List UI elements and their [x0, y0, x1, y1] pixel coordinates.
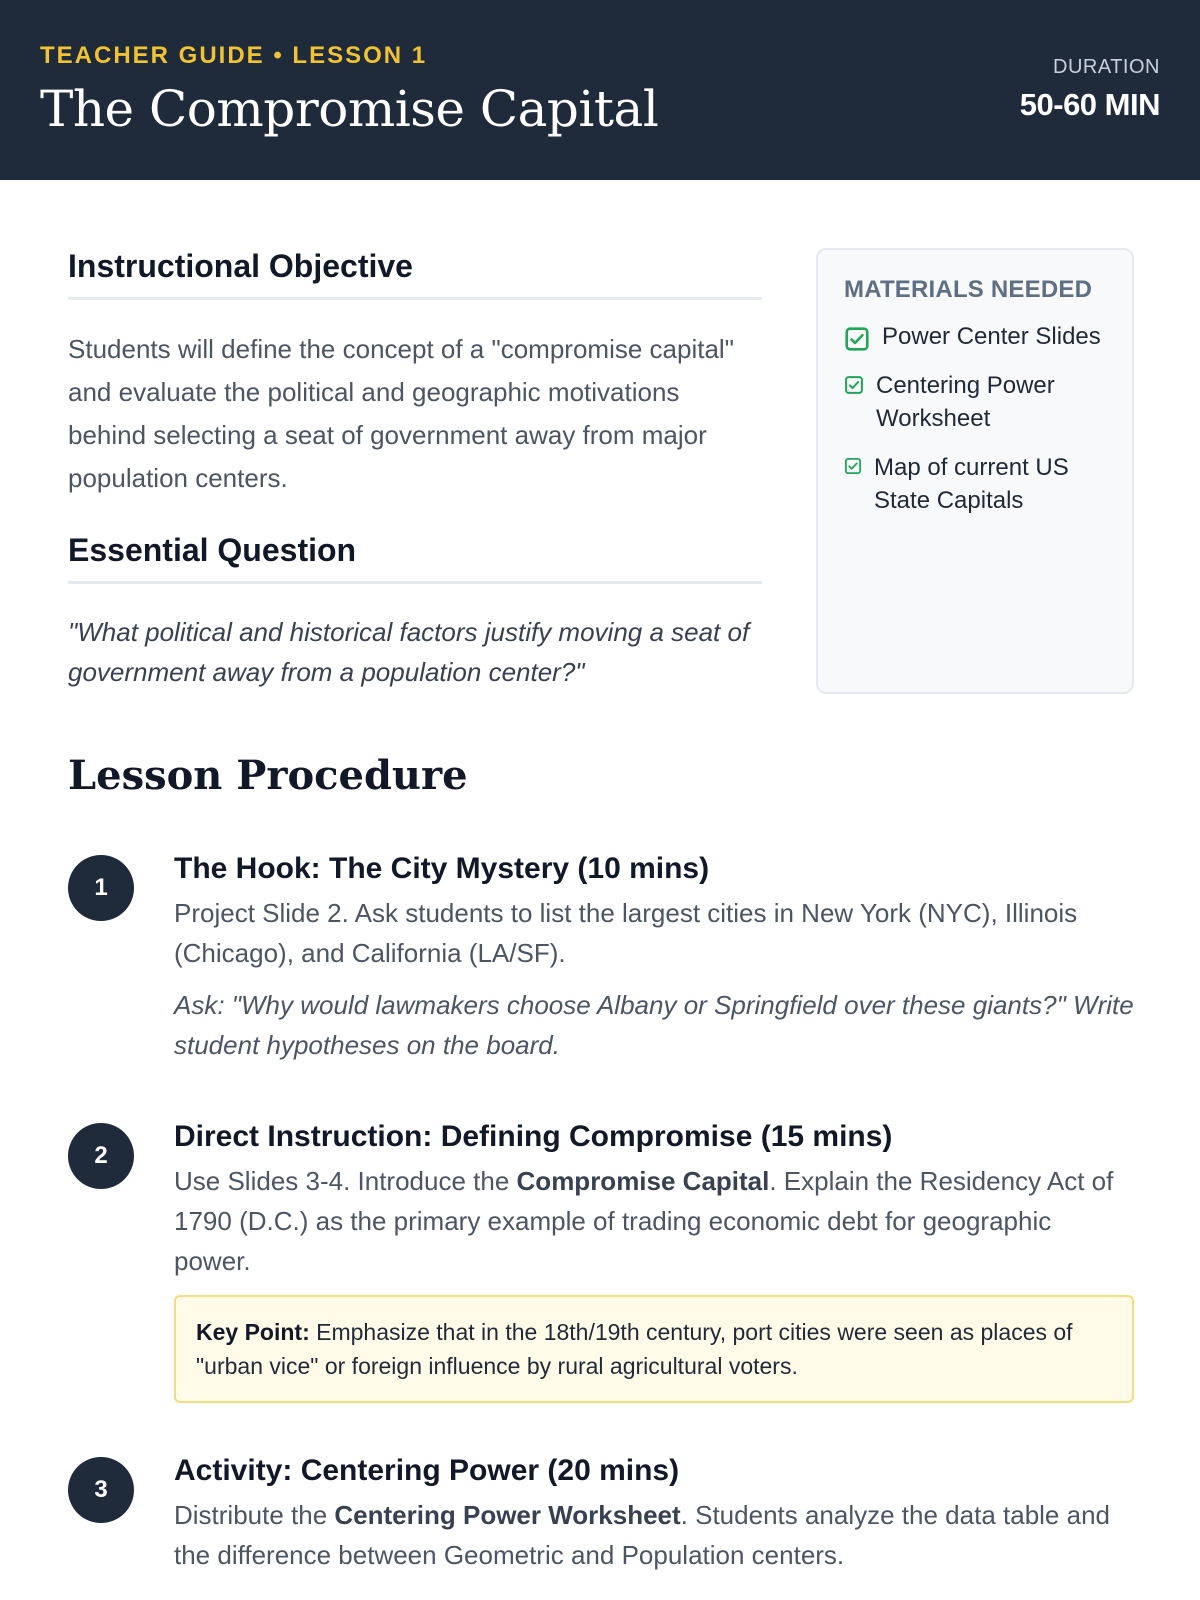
checkbox-checked-icon: [844, 457, 862, 475]
header-titles: [40, 42, 658, 138]
materials-panel: [816, 248, 1134, 694]
step-number-badge: 1: [68, 855, 134, 921]
step-title: The Hook: The City Mystery (10 mins): [174, 852, 710, 885]
key-point-text: Emphasize that in the 18th/19th century, port cities were seen as places of "urban vice" or foreign influence by rural agricultural voters.: [196, 1319, 1073, 1379]
materials-item-label: Centering Power Worksheet: [876, 372, 1055, 432]
page-header: [0, 0, 1200, 180]
step-body: Project Slide 2. Ask students to list the largest cities in New York (NYC), Illinois (Chicago), and California (LA/SF).: [174, 898, 1078, 968]
key-point-label: Key Point:: [196, 1319, 310, 1345]
essential-question-heading: Essential Question: [68, 532, 762, 584]
checkbox-checked-icon: [844, 375, 864, 395]
lesson-kicker: TEACHER GUIDE • LESSON 1: [40, 42, 428, 69]
objective-column: [68, 248, 762, 694]
step-body-text: Use Slides 3-4. Introduce the: [174, 1166, 517, 1196]
duration-block: [1020, 42, 1160, 123]
procedure-step: [0, 1117, 1200, 1403]
step-body-text: Distribute the: [174, 1500, 335, 1530]
step-body: [174, 1161, 1134, 1281]
objective-heading: Instructional Objective: [68, 248, 762, 300]
step-body-emphasis: Compromise Capital: [516, 1166, 770, 1196]
checkbox-checked-icon: [844, 326, 870, 352]
procedure-heading: Lesson Procedure: [68, 752, 468, 799]
step-number-badge: 3: [68, 1457, 134, 1523]
materials-item: [844, 451, 1106, 517]
step-body: [174, 1495, 1134, 1575]
materials-item: [844, 320, 1106, 353]
step-title: Activity: Centering Power (20 mins): [174, 1454, 680, 1487]
materials-heading: MATERIALS NEEDED: [844, 276, 1093, 303]
step-body-text: . Explain the Residency Act of 1790 (D.C.) as the primary example of trading economic debt for geographic power.: [174, 1166, 1114, 1276]
key-point-callout: [174, 1295, 1134, 1403]
step-title: Direct Instruction: Defining Compromise (15 mins): [174, 1120, 893, 1153]
duration-value: 50-60 MIN: [1019, 87, 1160, 122]
materials-item: [844, 369, 1106, 435]
procedure-step: [0, 1451, 1200, 1575]
page-title: The Compromise Capital: [40, 80, 659, 138]
objective-text: Students will define the concept of a "compromise capital" and evaluate the political and geographic motivations behind selecting a seat of government away from major population centers.: [68, 334, 734, 493]
step-body-emphasis: Centering Power Worksheet: [334, 1500, 681, 1530]
duration-label: DURATION: [1053, 56, 1160, 78]
essential-question-text: "What political and historical factors justify moving a seat of government away from a population center?": [68, 617, 750, 687]
step-prompt: Ask: "Why would lawmakers choose Albany or Springfield over these giants?" Write student hypotheses on the board.: [174, 990, 1134, 1060]
step-body-text: . Students analyze the data table and the difference between Geometric and Population centers.: [174, 1500, 1110, 1570]
step-number-badge: 2: [68, 1123, 134, 1189]
overview-section: [0, 180, 1200, 694]
materials-item-label: Map of current US State Capitals: [874, 454, 1069, 514]
materials-item-label: Power Center Slides: [882, 323, 1101, 350]
procedure-step: [0, 849, 1200, 1065]
